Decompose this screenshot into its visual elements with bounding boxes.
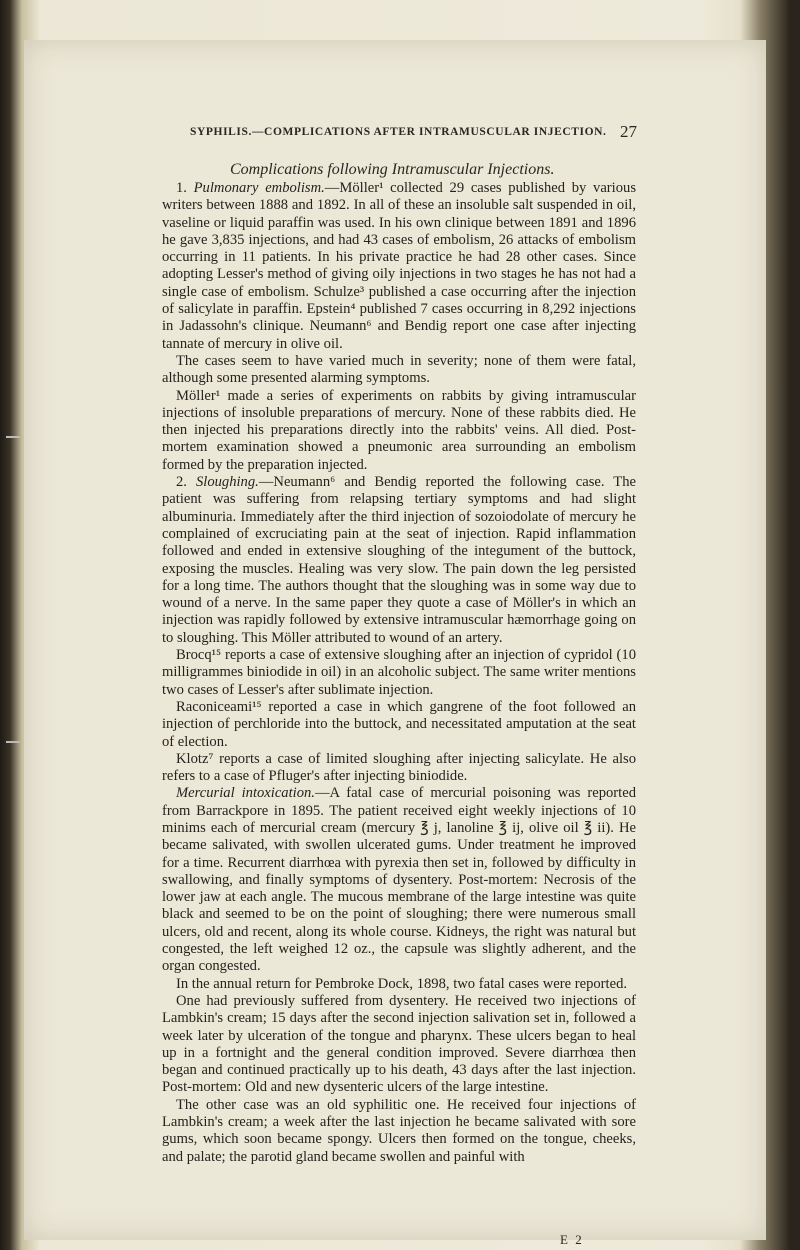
paragraph [162,647,636,699]
margin-mark [6,741,20,743]
paragraph [162,474,636,647]
paragraph-text: Möller¹ made a series of experiments on rabbits by giving intramuscular injections of insoluble preparations of mercury. None of these rabbits died. He then injected his preparations directly into the rabbits' veins. All died. Post-mortem examination showed a pneumonic area surrounding an embolism formed by the preparation injected. [162,387,636,473]
page-number: 27 [620,122,637,141]
paragraph-text: —Möller¹ collected 29 cases published by various writers between 1888 and 1892. In all of these an insoluble salt suspended in oil, vaseline or liquid paraffin was used. In his own clinique between 1891 and 1896 he gave 3,835 injections, and had 43 cases of embolism, 26 attacks of embolism occurring in 11 patients. In his private practice he had 28 other cases. Since adopting Lesser's method of giving oily injections in two stages he has not had a single case of embolism. Schulze³ published a case occurring after the injection of salicylate in paraffin. Epstein⁴ published 7 cases occurring in 8,292 injections in Jadassohn's clinique. Neumann⁶ and Bendig report one case after injecting tannate of mercury in olive oil. [162,180,636,352]
running-header: SYPHILIS.—COMPLICATIONS AFTER INTRAMUSCULAR INJECTION. [190,126,607,138]
paragraph [162,751,636,786]
signature-mark: E 2 [560,1232,584,1247]
paragraph-text: The other case was an old syphilitic one. He received four injections of Lambkin's cream; a week after the last injection he became salivated with sore gums, which soon became spongy. Ulcers then formed on the tongue, cheeks, and palate; the parotid gland became swollen and painful with [162,1096,636,1165]
paragraph [162,1097,636,1166]
paragraph [162,699,636,751]
paragraph-number: 1. [176,180,194,196]
paragraph [162,180,636,353]
body-text [162,180,636,1166]
paragraph-heading: Sloughing. [195,474,259,491]
paragraph-text: —A fatal case of mercurial poisoning was reported from Barrackpore in 1895. The patient received eight weekly injections of 10 minims each of mercurial cream (mercury ℥ j, lanoline ℥ ij, olive oil ℥ ii). He became salivated, with swollen ulcerated gums. Under treatment he improved for a time. Recurrent diarrhœa with pyrexia then set in, followed by difficulty in swallowing, and finally symptoms of dysentery. Post-mortem: Necrosis of the lower jaw at each angle. The mucous membrane of the large intestine was quite black and seemed to be on the point of sloughing; there were numerous small ulcers, old and recent, along its whole course. Kidneys, the right was natural but congested, the left weighed 12 oz., the capsule was slightly adherent, and the organ congested. [162,785,636,975]
paragraph [162,388,636,474]
paragraph [162,353,636,388]
paragraph-heading: Mercurial intoxication. [176,785,315,802]
paragraph-text: Brocq¹⁵ reports a case of extensive sloughing after an injection of cypridol (10 milligrammes biniodide in oil) in an alcoholic subject. The same writer mentions two cases of Lesser's after sublimate injection. [162,647,636,698]
paragraph [162,976,636,993]
paragraph-text: Klotz⁷ reports a case of limited sloughing after injecting salicylate. He also refers to a case of Pfluger's after injecting biniodide. [162,750,636,785]
paragraph [162,993,636,1097]
paragraph-heading: Pulmonary embolism. [193,180,325,196]
paragraph-text: In the annual return for Pembroke Dock, 1898, two fatal cases were reported. [176,975,628,992]
margin-mark [6,436,20,438]
paragraph-number: 2. [176,474,196,491]
section-title: Complications following Intramuscular Injections. [230,161,555,178]
paragraph-text: —Neumann⁶ and Bendig reported the following case. The patient was suffering from relapsing tertiary symptoms and had slight albuminuria. Immediately after the third injection of sozoiodolate of mercury he complained of excruciating pain at the seat of injection. Rapid inflammation followed and ended in extensive sloughing of the integument of the buttock, exposing the muscles. Healing was very slow. The pain down the leg persisted for a long time. The authors thought that the sloughing was in some way due to wound of a nerve. In the same paper they quote a case of Möller's in which an injection was rapidly followed by extensive intramuscular hæmorrhage going on to sloughing. This Möller attributed to wound of an artery. [162,474,636,646]
paragraph-text: The cases seem to have varied much in severity; none of them were fatal, although some presented alarming symptoms. [162,352,636,387]
paragraph-text: One had previously suffered from dysentery. He received two injections of Lambkin's cream; 15 days after the second injection salivation set in, followed a week later by ulceration of the tongue and pharynx. These ulcers began to heal up in a fortnight and the general condition improved. Severe diarrhœa then began and continued practically up to his death, 43 days after the last injection. Post-mortem: Old and new dysenteric ulcers of the large intestine. [162,992,636,1096]
paragraph [162,785,636,975]
paragraph-text: Raconiceami¹⁵ reported a case in which gangrene of the foot followed an injection of perchloride into the buttock, and necessitated amputation at the seat of election. [162,698,636,750]
